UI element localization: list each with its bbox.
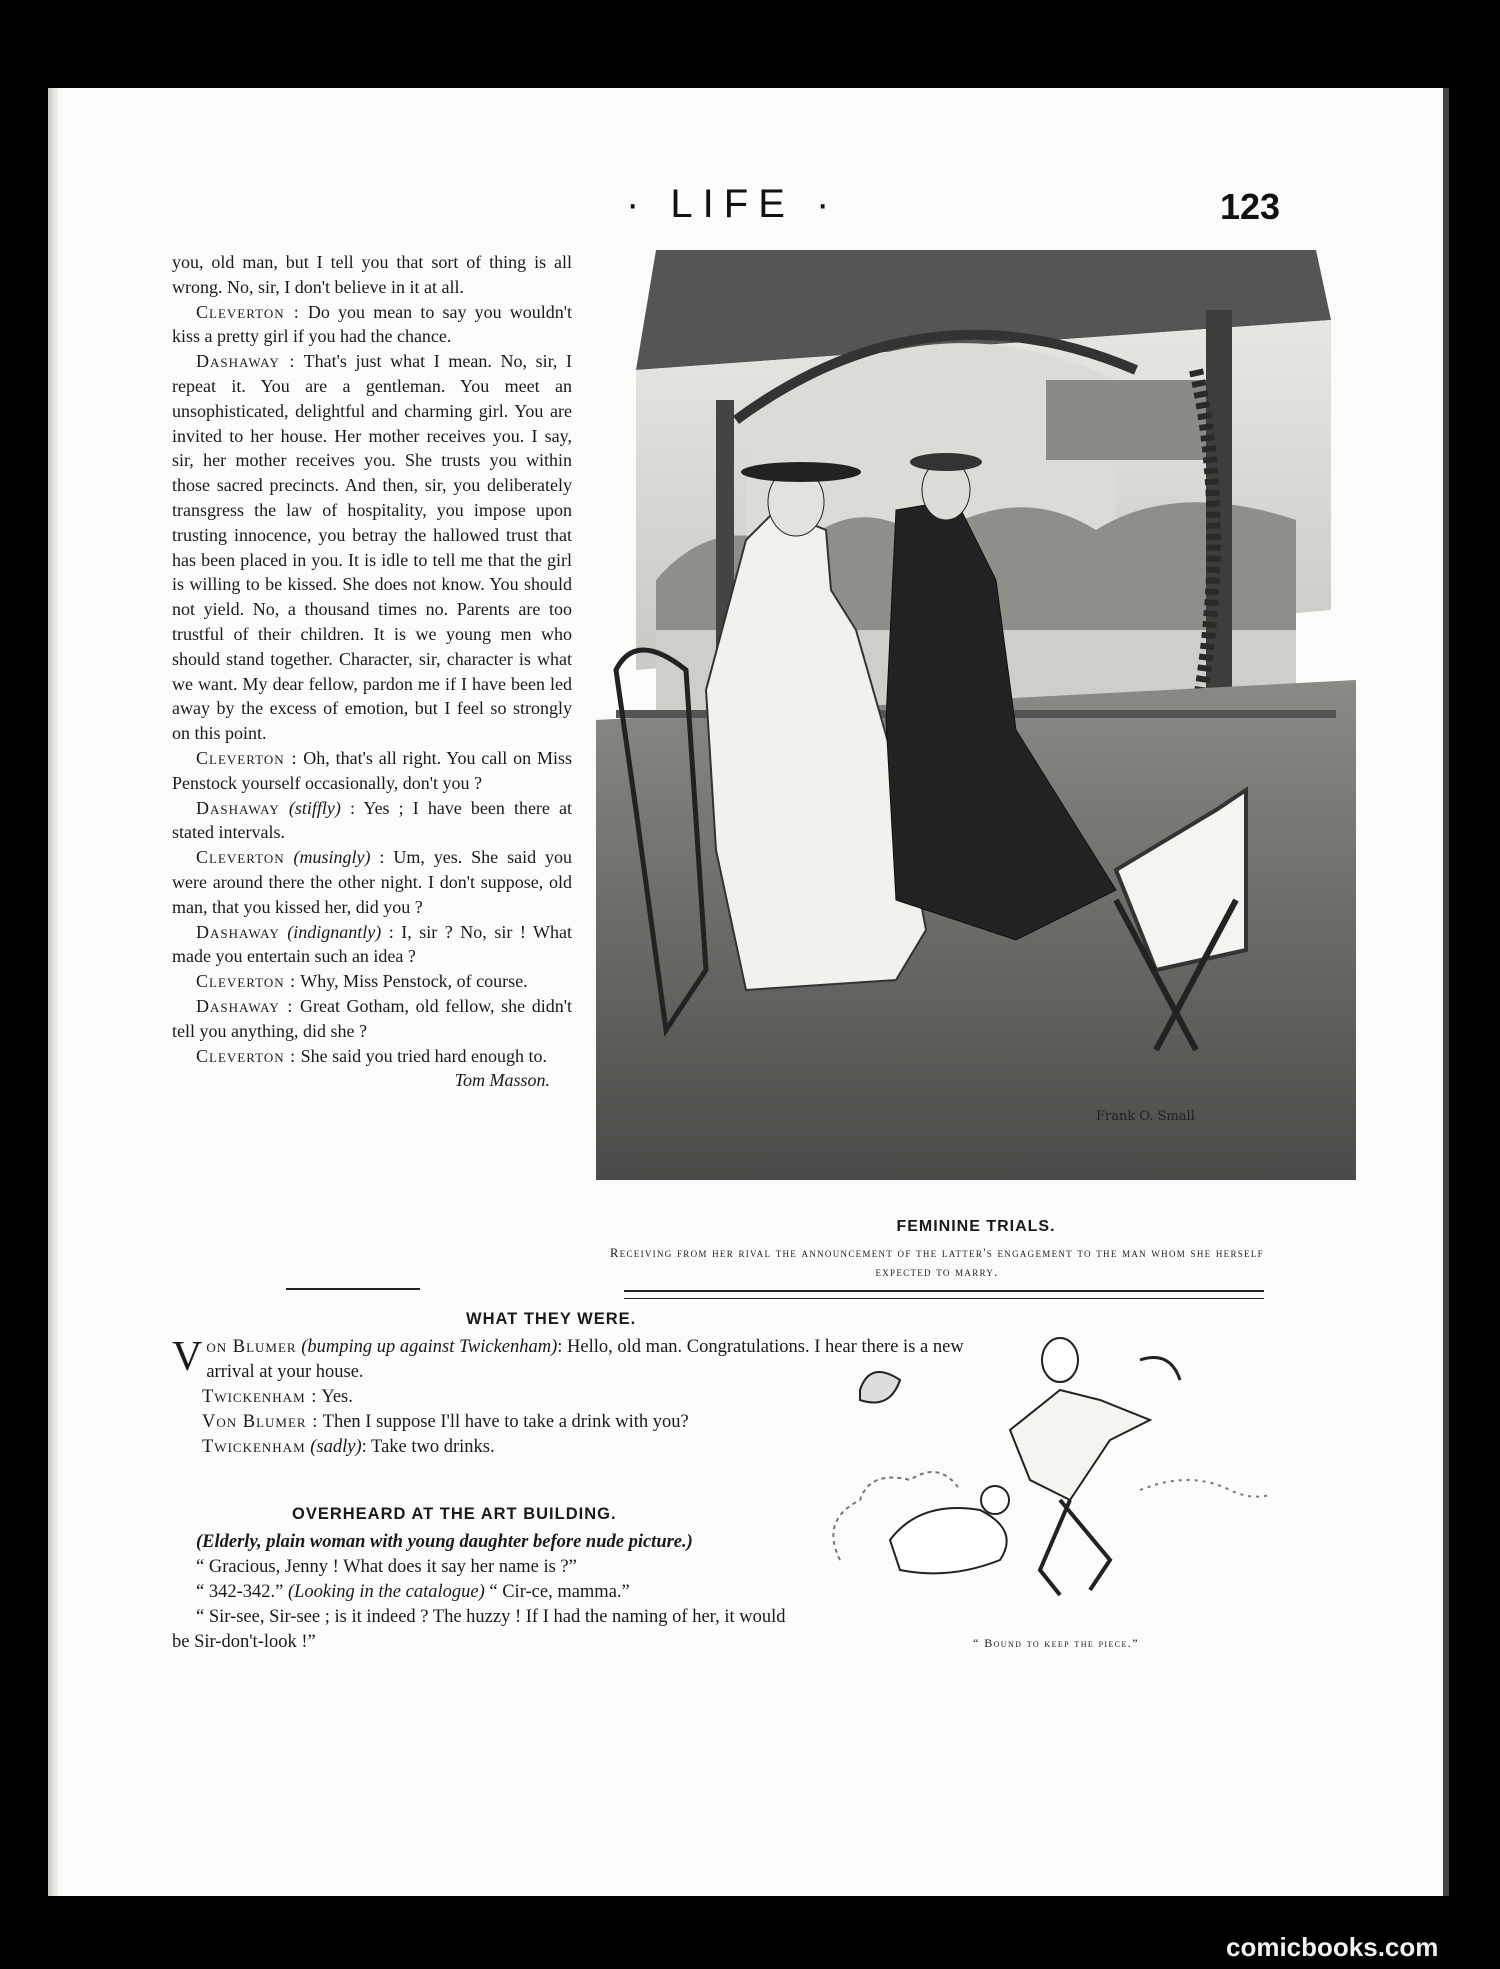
speaker-name: Dashaway (196, 921, 280, 942)
dialogue-text: : I, sir ? No, sir ! What made you entertain such an idea ? (172, 921, 572, 967)
joke-text: : Hello, old man. Congratulations. I hear there is a new arrival at your house. (206, 1337, 964, 1382)
joke-line: “ Gracious, Jenny ! What does it say her name is ?” (196, 1557, 577, 1577)
joke-text: Then I suppose I'll have to take a drink with you? (318, 1412, 689, 1432)
speaker-name: Von Blumer : (202, 1412, 319, 1432)
page-edge (1443, 88, 1449, 1896)
joke-text: Yes. (317, 1387, 353, 1407)
running-man-cartoon (810, 1300, 1330, 1620)
speaker-name: Cleverton (196, 847, 285, 868)
speaker-name: Twickenham (202, 1437, 306, 1457)
speaker-name: Dashaway : (196, 995, 294, 1016)
stage-direction: (stiffly) (288, 797, 341, 818)
section-title: WHAT THEY WERE. (466, 1310, 637, 1328)
joke-line (172, 1580, 796, 1605)
dialogue-paragraph (172, 920, 572, 970)
page-number: 123 (1220, 186, 1281, 227)
speaker-name: Dashaway (196, 797, 280, 818)
stage-direction: (Elderly, plain woman with young daughter before nude picture.) (196, 1532, 693, 1552)
dialogue-paragraph (172, 300, 572, 350)
speaker-name: on Blumer (206, 1337, 297, 1357)
speaker-name: Dashaway : (196, 351, 296, 372)
stage-direction: (indignantly) (287, 921, 382, 942)
cartoon-caption: “ Bound to keep the piece.” (973, 1636, 1139, 1650)
dialogue-paragraph (172, 349, 572, 746)
dialogue-paragraph (172, 845, 572, 919)
illustration-title: FEMININE TRIALS. (896, 1218, 1056, 1235)
joke-line: “ Sir-see, Sir-see ; is it indeed ? The huzzy ! If I had the naming of her, it would be Sir-don't-look !” (172, 1607, 786, 1652)
dialogue-text: : Yes ; I have been there at stated intervals. (172, 797, 572, 843)
dialogue-text: That's just what I mean. No, sir, I repeat it. You are a gentleman. You meet an unsophisticated, delightful and charming girl. You are invited to her house. Her mother receives you. I say, sir, her mother receives you. She trusts you within those sacred precincts. And then, sir, you deliberately transgress the law of hospitality, you impose upon trusting innocence, you betray the hallowed trust that has been placed in you. It is idle to tell me that the girl is willing to be kissed. She does not know. You should not yield. No, a thousand times no. Parents are too trustful of their children. It is we young men who should stand together. Character, sir, character is what we want. My dear fellow, pardon me if I have been led away by the excess of emotion, but I feel so strongly on this point. (172, 351, 572, 744)
speaker-name: Cleverton : (196, 747, 298, 768)
stage-direction: (Looking in the catalogue) (287, 1582, 485, 1602)
dialogue-paragraph (172, 969, 572, 994)
stage-direction: (musingly) (293, 847, 371, 868)
author-signature: Tom Masson. (454, 1070, 550, 1091)
site-watermark: comicbooks.com (1226, 1932, 1439, 1962)
stage-direction: (sadly) (310, 1437, 362, 1457)
joke-art-building (172, 1530, 796, 1655)
artist-signature: Frank O. Small (1096, 1109, 1195, 1124)
dialogue-paragraph (172, 796, 572, 846)
dialogue-paragraph (172, 994, 572, 1044)
dialogue-paragraph (172, 746, 572, 796)
joke-text: “ Cir-ce, mamma.” (484, 1582, 630, 1602)
dialogue-column (172, 250, 572, 1093)
magazine-title: · LIFE · (626, 182, 840, 226)
dialogue-text: : Um, yes. She said you were around there the other night. I don't suppose, old man, that you kissed her, did you ? (172, 847, 572, 917)
joke-text: “ 342-342.” (196, 1582, 288, 1602)
dialogue-text: She said you tried hard enough to. (296, 1045, 548, 1066)
speaker-name: Twickenham : (202, 1387, 318, 1407)
double-rule-divider (624, 1290, 1264, 1299)
stage-direction: (bumping up against Twickenham) (301, 1337, 558, 1357)
dialogue-text: Do you mean to say you wouldn't kiss a pretty girl if you had the chance. (172, 301, 573, 347)
section-divider (286, 1288, 420, 1290)
porch-illustration (596, 250, 1356, 1180)
speaker-name: Cleverton : (196, 1045, 297, 1066)
page-gutter (48, 88, 58, 1896)
dialogue-text: Oh, that's all right. You call on Miss Penstock yourself occasionally, don't you ? (172, 747, 572, 793)
illustration-caption: Receiving from her rival the announcement of the latter's engagement to the man whom she herself expected to marry. (610, 1246, 1264, 1279)
dialogue-paragraph: you, old man, but I tell you that sort of thing is all wrong. No, sir, I don't believe in it at all. (172, 252, 572, 297)
dialogue-text: Why, Miss Penstock, of course. (296, 971, 528, 992)
dialogue-paragraph (172, 1044, 572, 1091)
speaker-name: Cleverton : (196, 301, 300, 322)
section-title: OVERHEARD AT THE ART BUILDING. (292, 1505, 617, 1523)
drop-cap: V (172, 1334, 203, 1380)
joke-text: : Take two drinks. (361, 1437, 495, 1457)
speaker-name: Cleverton : (196, 971, 297, 992)
dialogue-text: Great Gotham, old fellow, she didn't tell you anything, did she ? (172, 995, 572, 1041)
